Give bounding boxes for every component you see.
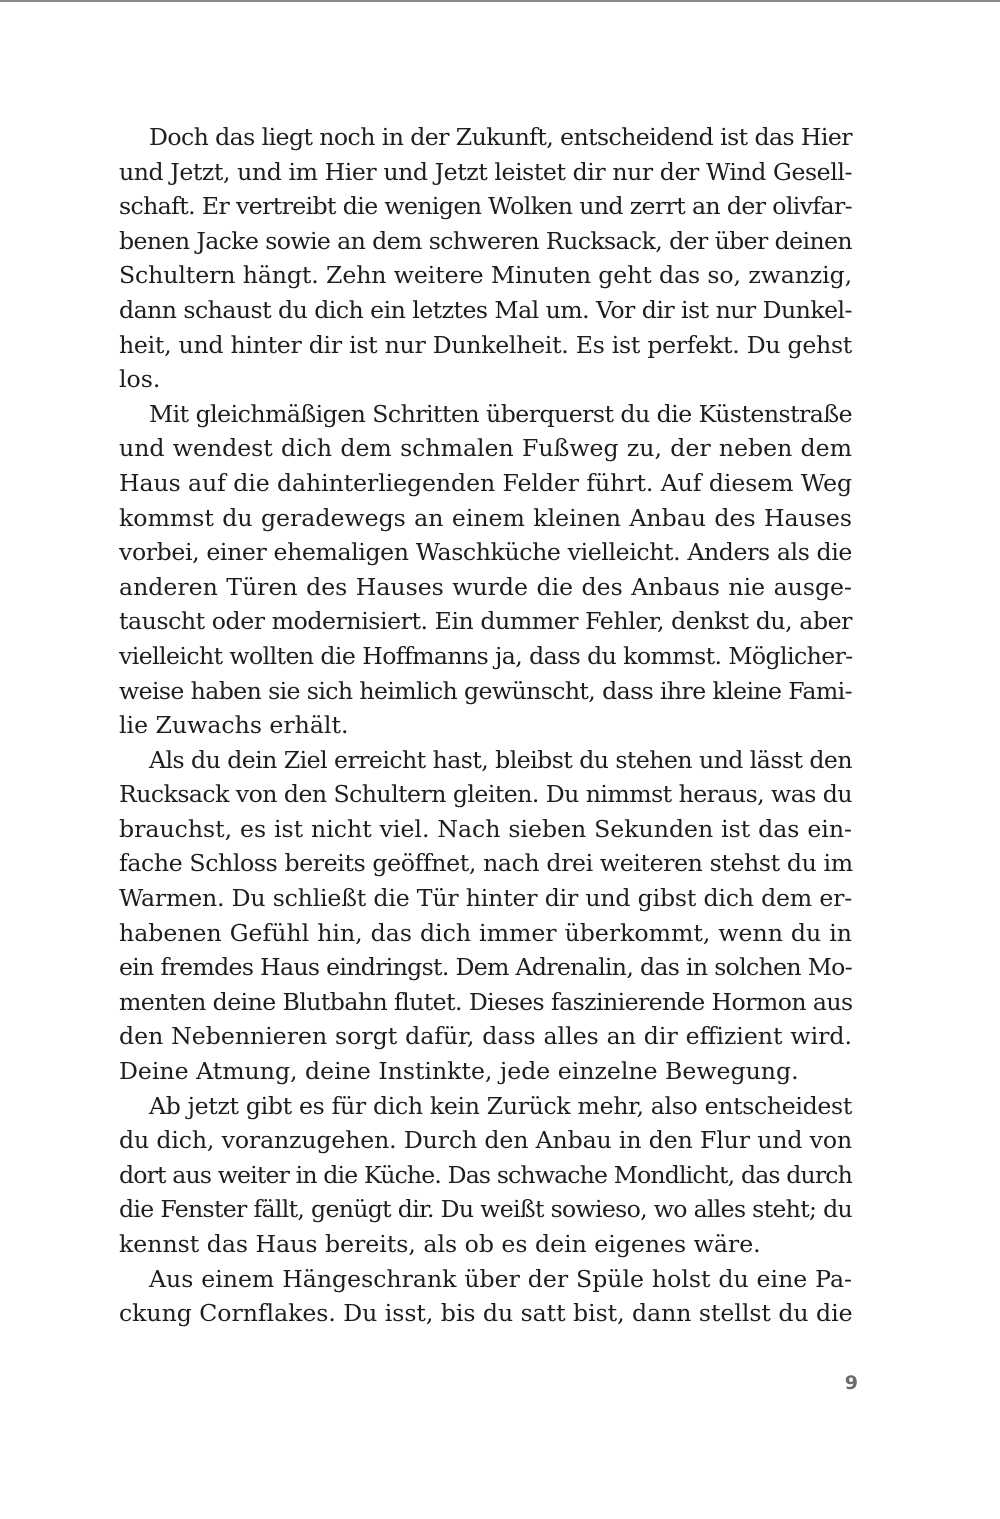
text-line: los. — [119, 365, 161, 394]
text-line: den Nebennieren sorgt dafür, dass alles an dir effizient wird. — [119, 1022, 852, 1051]
text-line: benen Jacke sowie an dem schweren Rucksack, der über deinen — [119, 226, 852, 255]
text-line: Rucksack von den Schultern gleiten. Du nimmst heraus, was du — [119, 780, 852, 809]
text-line: Schultern hängt. Zehn weitere Minuten geht das so, zwanzig, — [119, 261, 852, 290]
text-line: Mit gleichmäßigen Schritten überquerst du die Küstenstraße — [149, 399, 852, 428]
text-line: vorbei, einer ehemaligen Waschküche vielleicht. Anders als die — [119, 538, 852, 567]
text-line: Deine Atmung, deine Instinkte, jede einzelne Bewegung. — [119, 1057, 799, 1086]
text-line: Warmen. Du schließt die Tür hinter dir und gibst dich dem er- — [119, 884, 852, 913]
text-line: menten deine Blutbahn flutet. Dieses faszinierende Hormon aus — [119, 987, 853, 1016]
text-line: dort aus weiter in die Küche. Das schwache Mondlicht, das durch — [119, 1160, 852, 1189]
text-line: ckung Cornflakes. Du isst, bis du satt bist, dann stellst du die — [119, 1299, 853, 1328]
text-line: dann schaust du dich ein letztes Mal um. Vor dir ist nur Dunkel- — [119, 295, 852, 324]
text-line: die Fenster fällt, genügt dir. Du weißt sowieso, wo alles steht; du — [119, 1195, 852, 1224]
text-line: lie Zuwachs erhält. — [119, 711, 349, 740]
text-line: Doch das liegt noch in der Zukunft, entscheidend ist das Hier — [149, 123, 852, 151]
top-border-line — [0, 0, 1000, 2]
text-line: du dich, voranzugehen. Durch den Anbau in den Flur und von — [119, 1126, 853, 1155]
text-line: Ab jetzt gibt es für dich kein Zurück mehr, also entscheidest — [149, 1091, 852, 1120]
paragraph — [119, 1262, 852, 1331]
text-line: schaft. Er vertreibt die wenigen Wolken und zerrt an der olivfar- — [119, 192, 852, 221]
text-line: brauchst, es ist nicht viel. Nach sieben Sekunden ist das ein- — [119, 814, 852, 843]
paragraph — [119, 743, 852, 1089]
text-line: Haus auf die dahinterliegenden Felder führt. Auf diesem Weg — [119, 468, 852, 497]
text-line: kennst das Haus bereits, als ob es dein eigenes wäre. — [119, 1230, 761, 1258]
text-line: Als du dein Ziel erreicht hast, bleibst du stehen und lässt den — [149, 745, 852, 774]
text-line: ein fremdes Haus eindringst. Dem Adrenalin, das in solchen Mo- — [119, 953, 852, 982]
paragraph — [119, 1089, 852, 1262]
paragraph — [119, 397, 852, 743]
text-line: vielleicht wollten die Hoffmanns ja, dass du kommst. Möglicher- — [119, 641, 853, 670]
text-line: fache Schloss bereits geöffnet, nach drei weiteren stehst du im — [119, 849, 853, 878]
text-line: habenen Gefühl hin, das dich immer überkommt, wenn du in — [119, 918, 852, 947]
text-line: heit, und hinter dir ist nur Dunkelheit. Es ist perfekt. Du gehst — [119, 330, 852, 359]
text-line: Aus einem Hängeschrank über der Spüle holst du eine Pa- — [149, 1264, 852, 1293]
text-line: weise haben sie sich heimlich gewünscht, dass ihre kleine Fami- — [119, 676, 852, 705]
text-line: und Jetzt, und im Hier und Jetzt leistet dir nur der Wind Gesell- — [119, 157, 852, 186]
text-line: kommst du geradewegs an einem kleinen Anbau des Hauses — [119, 503, 852, 532]
paragraph — [119, 120, 852, 397]
text-line: anderen Türen des Hauses wurde die des Anbaus nie ausge- — [119, 572, 852, 601]
text-line: tauscht oder modernisiert. Ein dummer Fehler, denkst du, aber — [119, 607, 852, 636]
page-number: 9 — [844, 1372, 858, 1394]
text-line: und wendest dich dem schmalen Fußweg zu, der neben dem — [119, 434, 852, 463]
body-text — [119, 120, 852, 1331]
